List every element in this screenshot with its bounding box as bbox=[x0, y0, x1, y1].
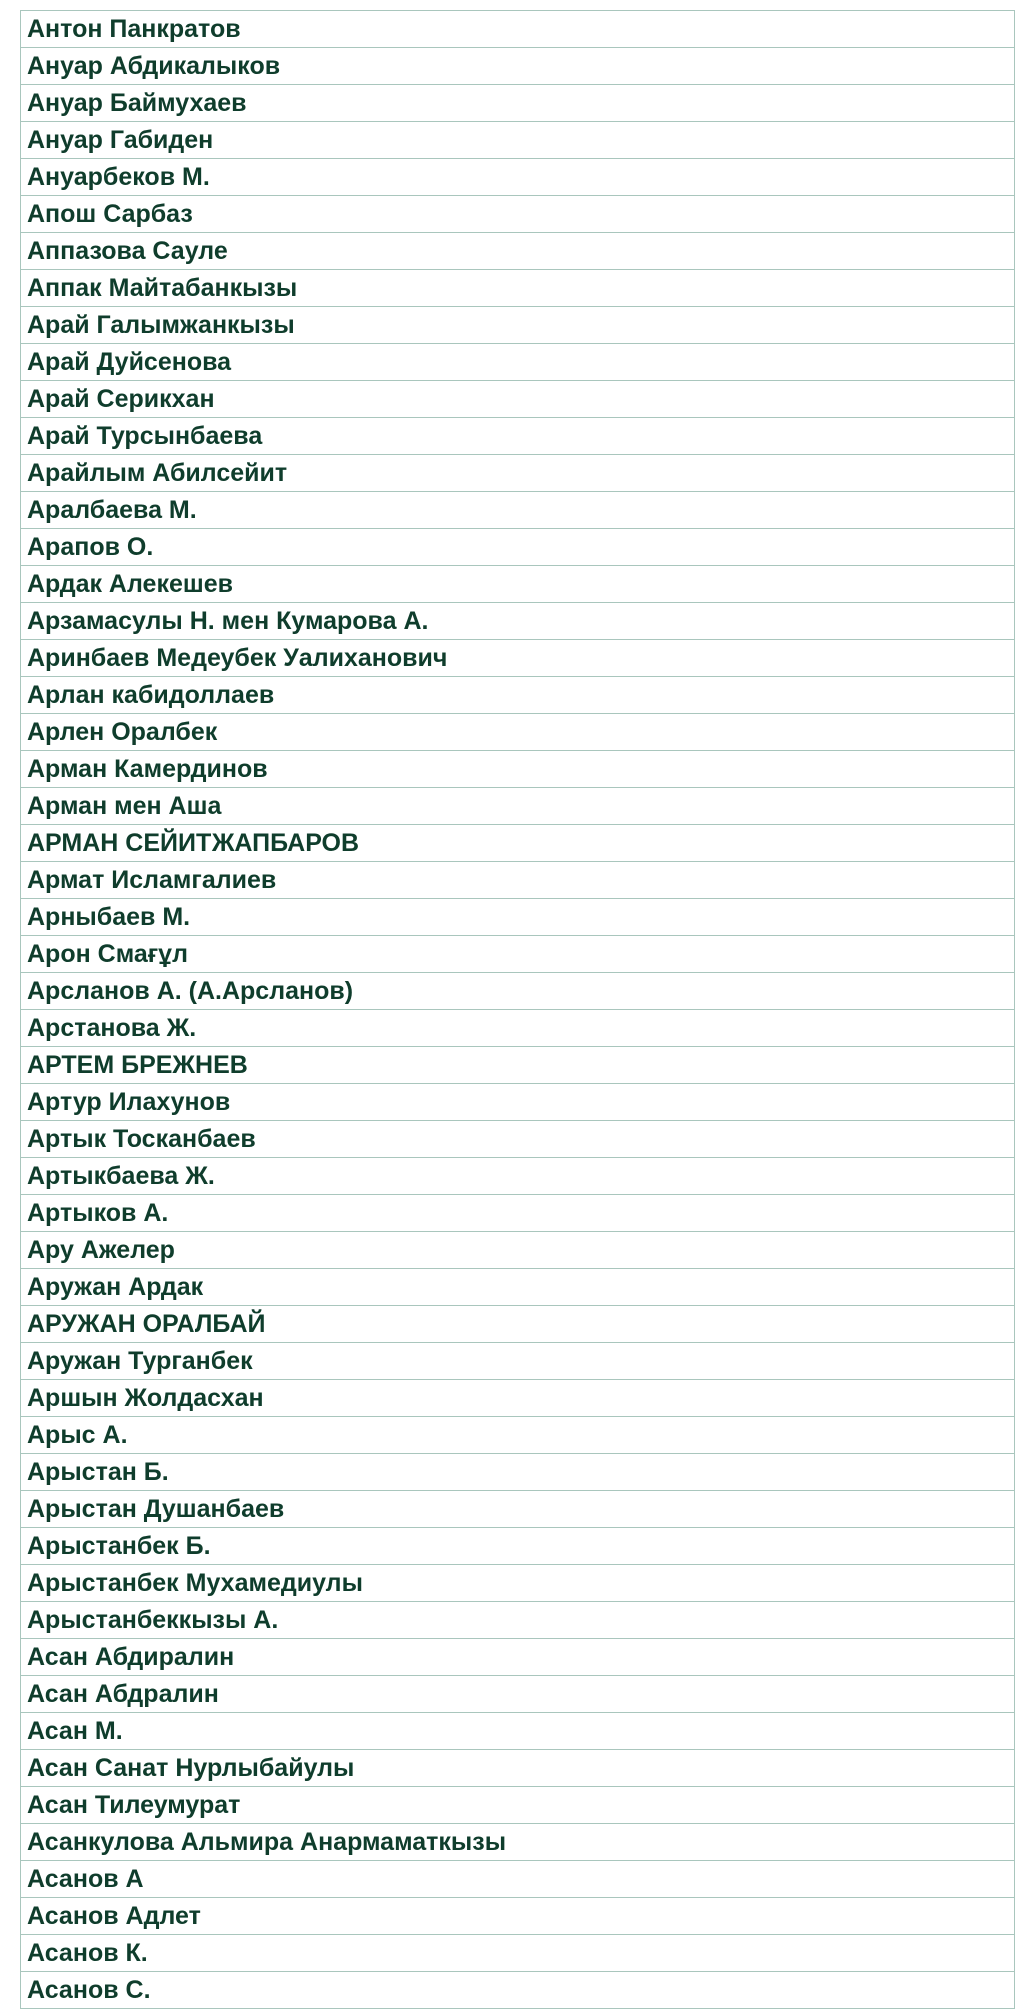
table-row bbox=[21, 492, 1015, 529]
table-row bbox=[21, 603, 1015, 640]
name-cell: Аружан Турганбек bbox=[21, 1343, 1015, 1380]
table-row bbox=[21, 455, 1015, 492]
name-cell: Ануар Баймухаев bbox=[21, 85, 1015, 122]
name-cell: Арлан кабидоллаев bbox=[21, 677, 1015, 714]
table-row bbox=[21, 1195, 1015, 1232]
name-cell: Арон Смағұл bbox=[21, 936, 1015, 973]
table-row bbox=[21, 1380, 1015, 1417]
name-cell: Арман мен Аша bbox=[21, 788, 1015, 825]
name-cell: Артыков А. bbox=[21, 1195, 1015, 1232]
name-cell: Арайлым Абилсейит bbox=[21, 455, 1015, 492]
table-row bbox=[21, 1750, 1015, 1787]
name-cell: Арлен Оралбек bbox=[21, 714, 1015, 751]
name-cell: Аружан Ардак bbox=[21, 1269, 1015, 1306]
name-cell: Асан Санат Нурлыбайулы bbox=[21, 1750, 1015, 1787]
table-row bbox=[21, 566, 1015, 603]
name-cell: Арыстан Б. bbox=[21, 1454, 1015, 1491]
table-row bbox=[21, 714, 1015, 751]
table-row bbox=[21, 973, 1015, 1010]
table-row bbox=[21, 1972, 1015, 2009]
table-row bbox=[21, 1269, 1015, 1306]
name-cell: Ануар Абдикалыков bbox=[21, 48, 1015, 85]
name-cell: Асанов А bbox=[21, 1861, 1015, 1898]
table-row bbox=[21, 936, 1015, 973]
table-row bbox=[21, 1306, 1015, 1343]
table-row bbox=[21, 1602, 1015, 1639]
name-cell: АРТЕМ БРЕЖНЕВ bbox=[21, 1047, 1015, 1084]
table-row bbox=[21, 640, 1015, 677]
table-row bbox=[21, 862, 1015, 899]
table-row bbox=[21, 1232, 1015, 1269]
name-cell: Артур Илахунов bbox=[21, 1084, 1015, 1121]
table-row bbox=[21, 1417, 1015, 1454]
table-row bbox=[21, 1121, 1015, 1158]
table-row bbox=[21, 233, 1015, 270]
name-cell: Арыстанбеккызы А. bbox=[21, 1602, 1015, 1639]
name-cell: Аринбаев Медеубек Уалиханович bbox=[21, 640, 1015, 677]
name-cell: Аппазова Сауле bbox=[21, 233, 1015, 270]
name-cell: Арыс А. bbox=[21, 1417, 1015, 1454]
name-cell: Аршын Жолдасхан bbox=[21, 1380, 1015, 1417]
table-row bbox=[21, 270, 1015, 307]
name-cell: Асан Абдралин bbox=[21, 1676, 1015, 1713]
name-cell: Арай Турсынбаева bbox=[21, 418, 1015, 455]
name-cell: Аралбаева М. bbox=[21, 492, 1015, 529]
names-table bbox=[20, 10, 1015, 2009]
name-cell: Ануарбеков М. bbox=[21, 159, 1015, 196]
table-row bbox=[21, 529, 1015, 566]
table-row bbox=[21, 48, 1015, 85]
table-row bbox=[21, 381, 1015, 418]
table-row bbox=[21, 1898, 1015, 1935]
name-cell: Арыстан Душанбаев bbox=[21, 1491, 1015, 1528]
name-cell: Артык Тосканбаев bbox=[21, 1121, 1015, 1158]
name-cell: Арыстанбек Б. bbox=[21, 1528, 1015, 1565]
name-cell: Асанов Адлет bbox=[21, 1898, 1015, 1935]
name-cell: Асанов К. bbox=[21, 1935, 1015, 1972]
table-row bbox=[21, 788, 1015, 825]
table-row bbox=[21, 1010, 1015, 1047]
name-cell: Антон Панкратов bbox=[21, 11, 1015, 48]
table-row bbox=[21, 1676, 1015, 1713]
name-cell: Асан Тилеумурат bbox=[21, 1787, 1015, 1824]
table-row bbox=[21, 1935, 1015, 1972]
table-row bbox=[21, 85, 1015, 122]
table-row bbox=[21, 1491, 1015, 1528]
table-row bbox=[21, 307, 1015, 344]
table-row bbox=[21, 1861, 1015, 1898]
name-cell: Армат Исламгалиев bbox=[21, 862, 1015, 899]
name-cell: Асан Абдиралин bbox=[21, 1639, 1015, 1676]
table-row bbox=[21, 196, 1015, 233]
table-row bbox=[21, 1565, 1015, 1602]
table-row bbox=[21, 1158, 1015, 1195]
name-cell: Асанкулова Альмира Анармаматкызы bbox=[21, 1824, 1015, 1861]
name-cell: АРУЖАН ОРАЛБАЙ bbox=[21, 1306, 1015, 1343]
name-cell: АРМАН СЕЙИТЖАПБАРОВ bbox=[21, 825, 1015, 862]
name-cell: Ануар Габиден bbox=[21, 122, 1015, 159]
table-row bbox=[21, 344, 1015, 381]
table-row bbox=[21, 825, 1015, 862]
name-cell: Асанов С. bbox=[21, 1972, 1015, 2009]
name-cell: Артыкбаева Ж. bbox=[21, 1158, 1015, 1195]
table-row bbox=[21, 1639, 1015, 1676]
table-row bbox=[21, 677, 1015, 714]
name-cell: Ару Ажелер bbox=[21, 1232, 1015, 1269]
name-cell: Асан М. bbox=[21, 1713, 1015, 1750]
table-row bbox=[21, 1047, 1015, 1084]
name-cell: Арстанова Ж. bbox=[21, 1010, 1015, 1047]
table-row bbox=[21, 1528, 1015, 1565]
name-cell: Арыстанбек Мухамедиулы bbox=[21, 1565, 1015, 1602]
names-table-body bbox=[21, 11, 1015, 2009]
table-row bbox=[21, 1343, 1015, 1380]
name-cell: Арай Дуйсенова bbox=[21, 344, 1015, 381]
name-cell: Аппак Майтабанкызы bbox=[21, 270, 1015, 307]
table-row bbox=[21, 1084, 1015, 1121]
name-cell: Апош Сарбаз bbox=[21, 196, 1015, 233]
table-row bbox=[21, 1713, 1015, 1750]
name-cell: Арай Галымжанкызы bbox=[21, 307, 1015, 344]
name-cell: Ардак Алекешев bbox=[21, 566, 1015, 603]
name-cell: Арман Камердинов bbox=[21, 751, 1015, 788]
table-row bbox=[21, 159, 1015, 196]
name-cell: Арныбаев М. bbox=[21, 899, 1015, 936]
name-cell: Арай Серикхан bbox=[21, 381, 1015, 418]
table-row bbox=[21, 418, 1015, 455]
name-cell: Арзамасулы Н. мен Кумарова А. bbox=[21, 603, 1015, 640]
table-row bbox=[21, 122, 1015, 159]
name-cell: Арапов О. bbox=[21, 529, 1015, 566]
table-row bbox=[21, 1824, 1015, 1861]
name-cell: Арсланов А. (А.Арсланов) bbox=[21, 973, 1015, 1010]
table-row bbox=[21, 751, 1015, 788]
table-row bbox=[21, 1787, 1015, 1824]
table-row bbox=[21, 899, 1015, 936]
table-row bbox=[21, 11, 1015, 48]
table-row bbox=[21, 1454, 1015, 1491]
